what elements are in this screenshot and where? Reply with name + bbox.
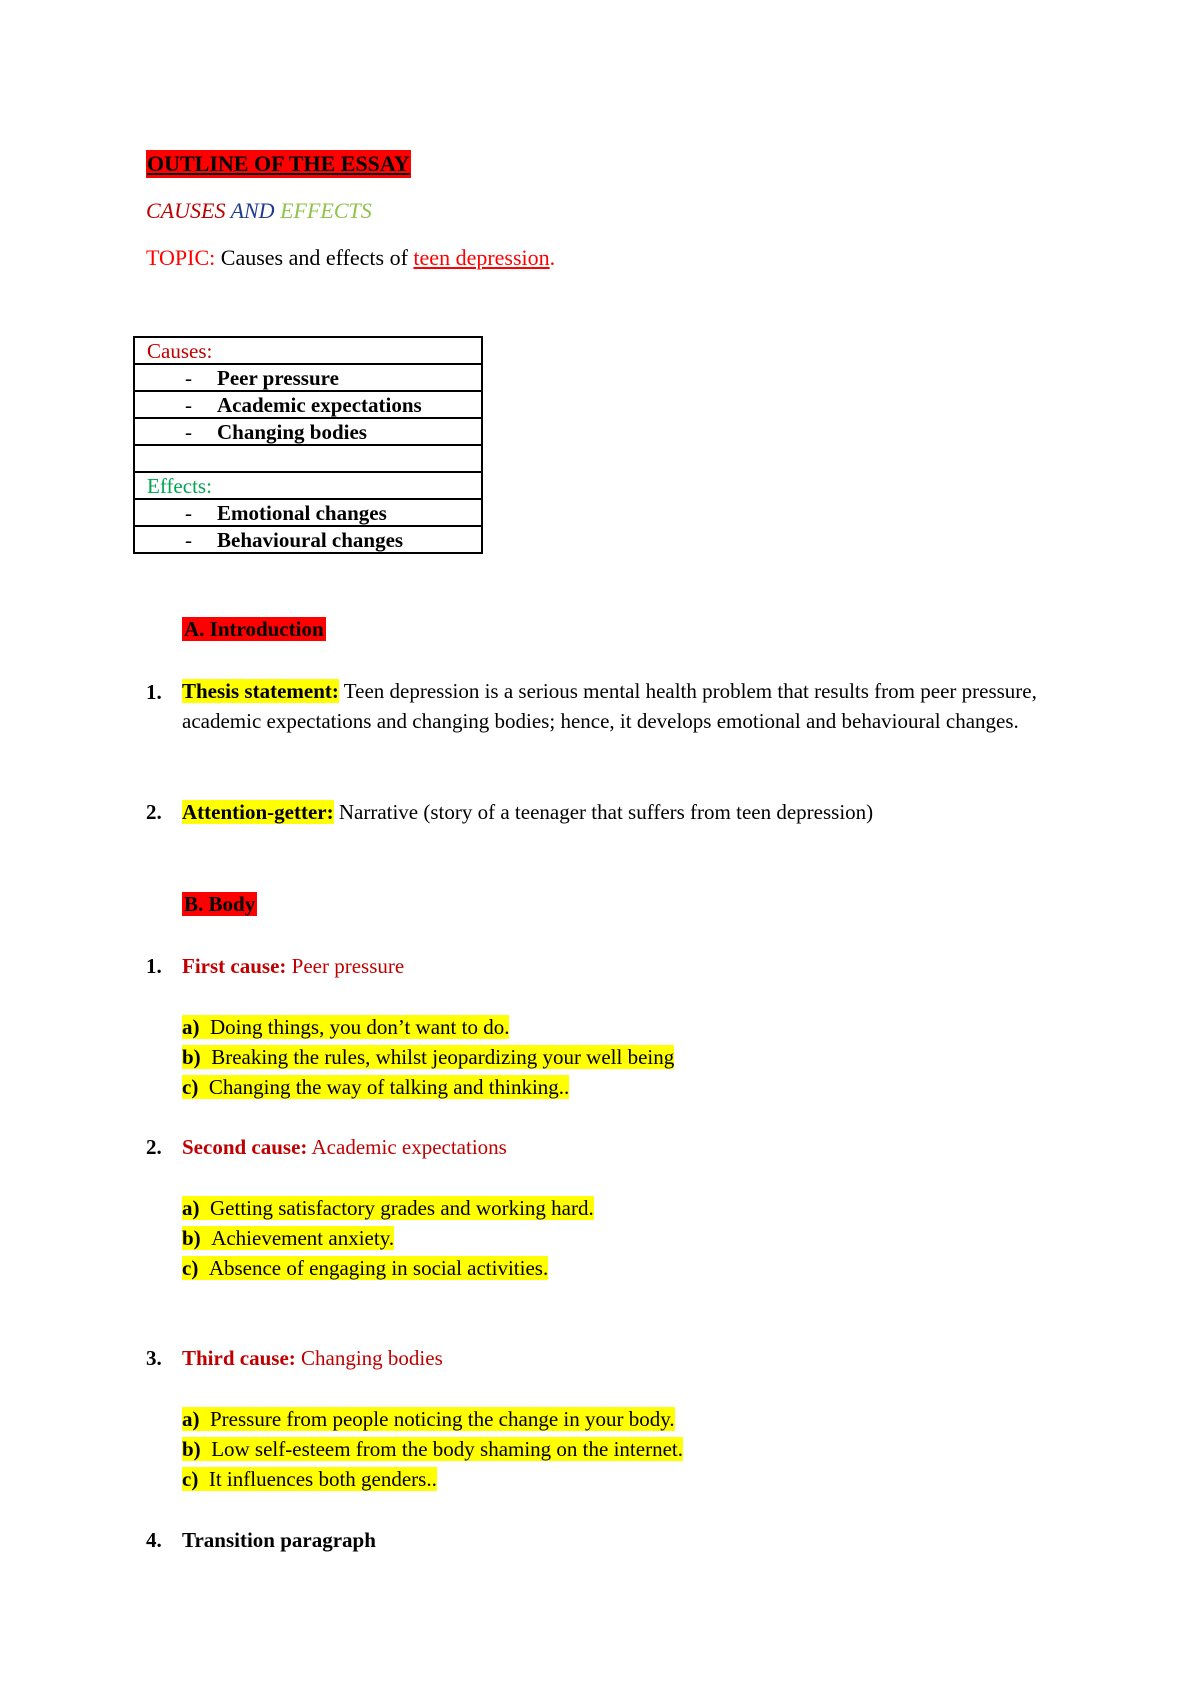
subtitle: [146, 197, 372, 225]
third-cause: [182, 1344, 443, 1372]
first-cause-value: Peer pressure: [291, 954, 405, 978]
second-cause-value: Academic expectations: [311, 1135, 507, 1159]
subtitle-causes: CAUSES: [146, 198, 226, 223]
thesis-text: Teen depression is a serious mental health problem that results from peer pressure, academic expectations and changing bodies; hence, it develops emotional and behavioural changes.: [182, 679, 1037, 733]
effect-item: - Emotional changes: [134, 499, 482, 526]
causes-label: Causes:: [134, 337, 482, 364]
first-cause: [182, 952, 404, 980]
effects-label: Effects:: [134, 472, 482, 499]
topic-label: TOPIC:: [146, 245, 216, 270]
third-cause-value: Changing bodies: [301, 1346, 443, 1370]
list-item: a) Doing things, you don’t want to do.: [182, 1015, 510, 1039]
body-heading-wrap: [182, 890, 257, 918]
subtitle-and: AND: [230, 198, 275, 223]
first-cause-number: 1.: [146, 954, 162, 978]
introduction-heading: A. Introduction: [184, 617, 324, 641]
topic-link[interactable]: teen depression: [413, 245, 550, 270]
list-item: c) Changing the way of talking and thinking..: [182, 1075, 570, 1099]
table-row: [134, 472, 482, 499]
introduction-heading-wrap: [182, 615, 326, 643]
second-cause-label: Second cause:: [182, 1135, 308, 1159]
table-row: [134, 445, 482, 472]
effect-item: - Behavioural changes: [134, 526, 482, 553]
table-row: [134, 391, 482, 418]
transition-number: 4.: [146, 1528, 162, 1552]
list-item: c) Absence of engaging in social activities.: [182, 1256, 549, 1280]
topic-end: .: [549, 245, 556, 270]
second-cause-number: 2.: [146, 1135, 162, 1159]
attention-getter: [182, 798, 873, 826]
list-item: a) Getting satisfactory grades and working hard.: [182, 1196, 594, 1220]
attention-label: Attention-getter:: [182, 800, 334, 824]
topic-text: Causes and effects of: [220, 245, 408, 270]
thesis-number: 1.: [146, 680, 162, 704]
attention-text: Narrative (story of a teenager that suffers from teen depression): [338, 800, 874, 824]
topic-line: [146, 244, 555, 272]
list-item: c) It influences both genders..: [182, 1467, 437, 1491]
subtitle-effects: EFFECTS: [280, 198, 372, 223]
table-row: [134, 526, 482, 553]
list-item: b) Breaking the rules, whilst jeopardizing your well being: [182, 1045, 675, 1069]
list-item: b) Achievement anxiety.: [182, 1226, 395, 1250]
table-row: [134, 337, 482, 364]
document-title: OUTLINE OF THE ESSAY: [147, 151, 410, 176]
table-row: [134, 364, 482, 391]
thesis-label: Thesis statement:: [182, 679, 339, 703]
third-cause-number: 3.: [146, 1346, 162, 1370]
list-item: b) Low self-esteem from the body shaming on the internet.: [182, 1437, 683, 1461]
first-cause-label: First cause:: [182, 954, 287, 978]
second-cause: [182, 1133, 507, 1161]
table-row: [134, 418, 482, 445]
cause-item: - Changing bodies: [134, 418, 482, 445]
cause-item: - Peer pressure: [134, 364, 482, 391]
outline-table: [133, 336, 483, 554]
list-item: a) Pressure from people noticing the change in your body.: [182, 1407, 675, 1431]
cause-item: - Academic expectations: [134, 391, 482, 418]
attention-number: 2.: [146, 800, 162, 824]
thesis-statement: [182, 676, 1062, 736]
body-heading: B. Body: [184, 892, 256, 916]
empty-cell: [134, 445, 482, 472]
third-cause-label: Third cause:: [182, 1346, 296, 1370]
transition-paragraph: Transition paragraph: [182, 1528, 376, 1552]
table-row: [134, 499, 482, 526]
